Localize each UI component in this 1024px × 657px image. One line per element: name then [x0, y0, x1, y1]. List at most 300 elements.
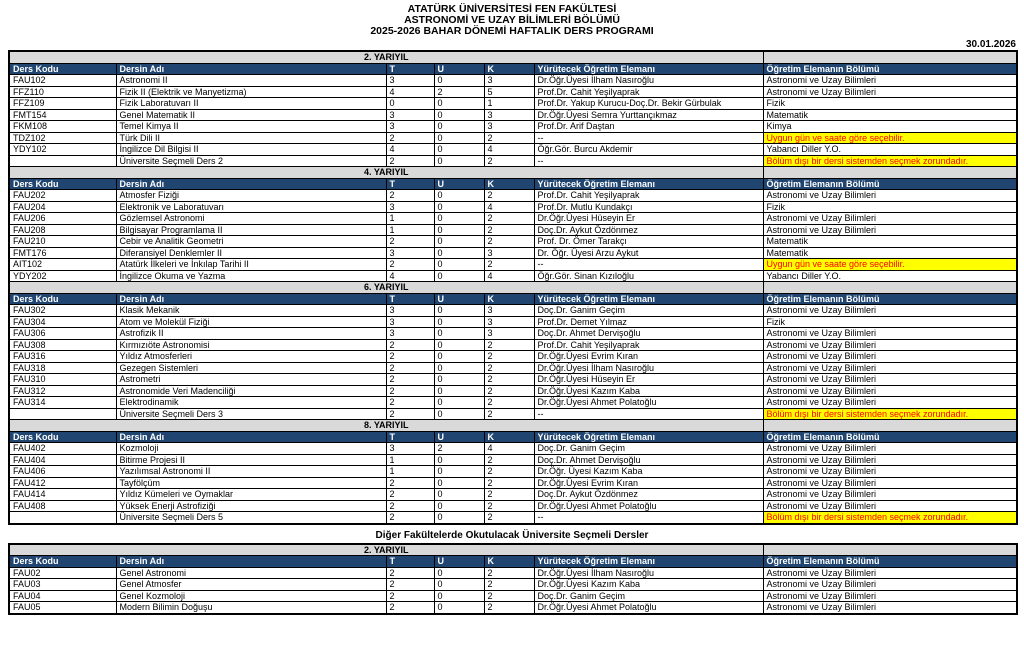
- course-row: [9, 86, 1017, 98]
- semester-band-row: [9, 51, 1017, 63]
- t-credit-cell: 2: [386, 602, 434, 614]
- course-name-cell: Üniversite Seçmeli Ders 3: [116, 408, 386, 420]
- document-title: [0, 4, 1024, 37]
- course-name-cell: Bilgisayar Programlama II: [116, 224, 386, 236]
- u-credit-cell: 0: [434, 339, 484, 351]
- department-cell: Astronomi ve Uzay Bilimleri: [763, 500, 1017, 512]
- column-header-row: [9, 63, 1017, 75]
- course-name-cell: Yıldız Kümeleri ve Oymaklar: [116, 489, 386, 501]
- column-header-t: T: [386, 178, 434, 190]
- department-cell: Matematik: [763, 236, 1017, 248]
- course-code-cell: FMT176: [9, 247, 116, 259]
- course-code-cell: FAU05: [9, 602, 116, 614]
- department-cell: Astronomi ve Uzay Bilimleri: [763, 489, 1017, 501]
- course-name-cell: Astrometri: [116, 374, 386, 386]
- course-row: [9, 224, 1017, 236]
- k-credit-cell: 2: [484, 259, 534, 271]
- u-credit-cell: 0: [434, 121, 484, 133]
- u-credit-cell: 0: [434, 259, 484, 271]
- department-cell: Astronomi ve Uzay Bilimleri: [763, 86, 1017, 98]
- column-header-t: T: [386, 293, 434, 305]
- column-header-name: Dersin Adı: [116, 556, 386, 568]
- course-row: [9, 328, 1017, 340]
- department-cell: Astronomi ve Uzay Bilimleri: [763, 567, 1017, 579]
- column-header-department: Öğretim Elemanın Bölümü: [763, 178, 1017, 190]
- department-cell: Astronomi ve Uzay Bilimleri: [763, 224, 1017, 236]
- semester-band-row: [9, 167, 1017, 179]
- course-name-cell: Klasik Mekanik: [116, 305, 386, 317]
- semester-band-label: 6. YARIYIL: [9, 282, 763, 294]
- u-credit-cell: 0: [434, 579, 484, 591]
- u-credit-cell: 0: [434, 236, 484, 248]
- semester-band-row: [9, 420, 1017, 432]
- department-cell: Astronomi ve Uzay Bilimleri: [763, 213, 1017, 225]
- instructor-cell: Doç.Dr. Ahmet Dervişoğlu: [534, 328, 763, 340]
- k-credit-cell: 3: [484, 247, 534, 259]
- semester-band-spacer: [763, 544, 1017, 556]
- course-name-cell: Astrofizik II: [116, 328, 386, 340]
- department-cell: Bölüm dışı bir dersi sistemden seçmek zorundadır.: [763, 155, 1017, 167]
- column-header-k: K: [484, 431, 534, 443]
- course-name-cell: İngilizce Okuma ve Yazma: [116, 270, 386, 282]
- department-cell: Fizik: [763, 201, 1017, 213]
- main-schedule-table: [8, 50, 1018, 525]
- course-code-cell: FAU204: [9, 201, 116, 213]
- k-credit-cell: 2: [484, 512, 534, 524]
- course-code-cell: FFZ109: [9, 98, 116, 110]
- course-row: [9, 109, 1017, 121]
- k-credit-cell: 2: [484, 466, 534, 478]
- instructor-cell: Dr.Öğr.Üyesi Kazım Kaba: [534, 385, 763, 397]
- course-row: [9, 443, 1017, 455]
- course-name-cell: Bitirme Projesi II: [116, 454, 386, 466]
- course-row: [9, 155, 1017, 167]
- k-credit-cell: 2: [484, 236, 534, 248]
- course-code-cell: FAU316: [9, 351, 116, 363]
- course-code-cell: FAU414: [9, 489, 116, 501]
- u-credit-cell: 0: [434, 489, 484, 501]
- course-name-cell: Kırmızıöte Astronomisi: [116, 339, 386, 351]
- column-header-department: Öğretim Elemanın Bölümü: [763, 63, 1017, 75]
- course-row: [9, 489, 1017, 501]
- instructor-cell: --: [534, 512, 763, 524]
- course-name-cell: Atmosfer Fiziği: [116, 190, 386, 202]
- t-credit-cell: 2: [386, 236, 434, 248]
- u-credit-cell: 0: [434, 98, 484, 110]
- course-code-cell: FAU208: [9, 224, 116, 236]
- k-credit-cell: 2: [484, 602, 534, 614]
- t-credit-cell: 2: [386, 155, 434, 167]
- course-row: [9, 305, 1017, 317]
- course-name-cell: Astronomi II: [116, 75, 386, 87]
- department-cell: Fizik: [763, 316, 1017, 328]
- department-cell: Astronomi ve Uzay Bilimleri: [763, 362, 1017, 374]
- instructor-cell: Dr.Öğr.Üyesi İlham Nasıroğlu: [534, 75, 763, 87]
- course-name-cell: Tayfölçüm: [116, 477, 386, 489]
- instructor-cell: Dr.Öğr.Üyesi Hüseyin Er: [534, 213, 763, 225]
- k-credit-cell: 4: [484, 201, 534, 213]
- course-name-cell: Astronomide Veri Madenciliği: [116, 385, 386, 397]
- course-code-cell: FFZ110: [9, 86, 116, 98]
- u-credit-cell: 0: [434, 247, 484, 259]
- column-header-row: [9, 178, 1017, 190]
- column-header-u: U: [434, 431, 484, 443]
- column-header-k: K: [484, 293, 534, 305]
- instructor-cell: Prof.Dr. Demet Yılmaz: [534, 316, 763, 328]
- t-credit-cell: 2: [386, 385, 434, 397]
- instructor-cell: Doç.Dr. Aykut Özdönmez: [534, 489, 763, 501]
- course-name-cell: Üniversite Seçmeli Ders 2: [116, 155, 386, 167]
- course-row: [9, 236, 1017, 248]
- course-name-cell: Yıldız Atmosferleri: [116, 351, 386, 363]
- k-credit-cell: 2: [484, 213, 534, 225]
- course-row: [9, 362, 1017, 374]
- t-credit-cell: 2: [386, 362, 434, 374]
- k-credit-cell: 2: [484, 579, 534, 591]
- course-code-cell: FAU412: [9, 477, 116, 489]
- u-credit-cell: 0: [434, 408, 484, 420]
- column-header-code: Ders Kodu: [9, 556, 116, 568]
- k-credit-cell: 1: [484, 98, 534, 110]
- course-row: [9, 98, 1017, 110]
- column-header-t: T: [386, 556, 434, 568]
- u-credit-cell: 0: [434, 270, 484, 282]
- k-credit-cell: 3: [484, 109, 534, 121]
- instructor-cell: Dr. Öğr. Üyesi Arzu Aykut: [534, 247, 763, 259]
- u-credit-cell: 0: [434, 305, 484, 317]
- course-code-cell: TDZ102: [9, 132, 116, 144]
- instructor-cell: --: [534, 408, 763, 420]
- u-credit-cell: 0: [434, 155, 484, 167]
- course-row: [9, 466, 1017, 478]
- semester-band-label: 2. YARIYIL: [9, 51, 763, 63]
- elective-courses-table: [8, 543, 1018, 615]
- department-cell: Bölüm dışı bir dersi sistemden seçmek zorundadır.: [763, 512, 1017, 524]
- instructor-cell: Prof.Dr. Cahit Yeşilyaprak: [534, 339, 763, 351]
- title-line-university: ATATÜRK ÜNİVERSİTESİ FEN FAKÜLTESİ: [407, 3, 617, 15]
- instructor-cell: --: [534, 132, 763, 144]
- k-credit-cell: 2: [484, 477, 534, 489]
- k-credit-cell: 2: [484, 155, 534, 167]
- course-code-cell: FAU312: [9, 385, 116, 397]
- column-header-row: [9, 293, 1017, 305]
- course-code-cell: FAU310: [9, 374, 116, 386]
- t-credit-cell: 2: [386, 408, 434, 420]
- column-header-row: [9, 556, 1017, 568]
- k-credit-cell: 3: [484, 305, 534, 317]
- column-header-name: Dersin Adı: [116, 178, 386, 190]
- u-credit-cell: 0: [434, 201, 484, 213]
- u-credit-cell: 0: [434, 374, 484, 386]
- column-header-department: Öğretim Elemanın Bölümü: [763, 556, 1017, 568]
- u-credit-cell: 0: [434, 590, 484, 602]
- k-credit-cell: 3: [484, 75, 534, 87]
- course-name-cell: İngilizce Dil Bilgisi II: [116, 144, 386, 156]
- course-name-cell: Gezegen Sistemleri: [116, 362, 386, 374]
- column-header-u: U: [434, 293, 484, 305]
- instructor-cell: Dr.Öğr.Üyesi Evrim Kıran: [534, 477, 763, 489]
- course-code-cell: [9, 408, 116, 420]
- u-credit-cell: 0: [434, 500, 484, 512]
- instructor-cell: --: [534, 259, 763, 271]
- instructor-cell: Dr.Öğr.Üyesi Kazım Kaba: [534, 579, 763, 591]
- t-credit-cell: 3: [386, 109, 434, 121]
- column-header-instructor: Yürütecek Öğretim Elemanı: [534, 293, 763, 305]
- document-date: 30.01.2026: [965, 39, 1016, 50]
- t-credit-cell: 4: [386, 270, 434, 282]
- course-code-cell: FAU210: [9, 236, 116, 248]
- instructor-cell: Prof.Dr. Arif Daştan: [534, 121, 763, 133]
- department-cell: Astronomi ve Uzay Bilimleri: [763, 443, 1017, 455]
- title-line-department: ASTRONOMİ VE UZAY BİLİMLERİ BÖLÜMÜ: [404, 14, 620, 26]
- course-row: [9, 567, 1017, 579]
- department-cell: Astronomi ve Uzay Bilimleri: [763, 75, 1017, 87]
- u-credit-cell: 0: [434, 351, 484, 363]
- semester-band-label: 8. YARIYIL: [9, 420, 763, 432]
- course-row: [9, 144, 1017, 156]
- department-cell: Astronomi ve Uzay Bilimleri: [763, 328, 1017, 340]
- k-credit-cell: 4: [484, 144, 534, 156]
- department-cell: Astronomi ve Uzay Bilimleri: [763, 385, 1017, 397]
- u-credit-cell: 0: [434, 144, 484, 156]
- column-header-k: K: [484, 63, 534, 75]
- course-row: [9, 190, 1017, 202]
- department-cell: Fizik: [763, 98, 1017, 110]
- t-credit-cell: 2: [386, 512, 434, 524]
- column-header-name: Dersin Adı: [116, 63, 386, 75]
- instructor-cell: Dr.Öğr.Üyesi İlham Nasıroğlu: [534, 362, 763, 374]
- t-credit-cell: 2: [386, 489, 434, 501]
- course-code-cell: FAU406: [9, 466, 116, 478]
- instructor-cell: Prof. Dr. Ömer Tarakçı: [534, 236, 763, 248]
- course-code-cell: FAU404: [9, 454, 116, 466]
- t-credit-cell: 1: [386, 213, 434, 225]
- k-credit-cell: 2: [484, 190, 534, 202]
- course-name-cell: Fizik II (Elektrik ve Manyetizma): [116, 86, 386, 98]
- course-row: [9, 397, 1017, 409]
- t-credit-cell: 3: [386, 75, 434, 87]
- course-code-cell: FAU206: [9, 213, 116, 225]
- t-credit-cell: 3: [386, 443, 434, 455]
- k-credit-cell: 2: [484, 132, 534, 144]
- t-credit-cell: 3: [386, 247, 434, 259]
- department-cell: Astronomi ve Uzay Bilimleri: [763, 374, 1017, 386]
- course-code-cell: FAU306: [9, 328, 116, 340]
- course-code-cell: FKM108: [9, 121, 116, 133]
- t-credit-cell: 0: [386, 98, 434, 110]
- u-credit-cell: 2: [434, 86, 484, 98]
- k-credit-cell: 5: [484, 86, 534, 98]
- semester-band-spacer: [763, 51, 1017, 63]
- k-credit-cell: 2: [484, 385, 534, 397]
- elective-courses-heading: Diğer Fakültelerde Okutulacak Üniversite Seçmeli Dersler: [375, 529, 649, 541]
- instructor-cell: Öğr.Gör. Sinan Kızıloğlu: [534, 270, 763, 282]
- department-cell: Astronomi ve Uzay Bilimleri: [763, 190, 1017, 202]
- t-credit-cell: 3: [386, 201, 434, 213]
- k-credit-cell: 2: [484, 224, 534, 236]
- course-row: [9, 270, 1017, 282]
- course-name-cell: Diferansiyel Denklemler II: [116, 247, 386, 259]
- k-credit-cell: 3: [484, 316, 534, 328]
- t-credit-cell: 4: [386, 144, 434, 156]
- department-cell: Astronomi ve Uzay Bilimleri: [763, 305, 1017, 317]
- course-row: [9, 351, 1017, 363]
- course-row: [9, 201, 1017, 213]
- t-credit-cell: 2: [386, 477, 434, 489]
- t-credit-cell: 2: [386, 567, 434, 579]
- k-credit-cell: 2: [484, 590, 534, 602]
- course-row: [9, 339, 1017, 351]
- column-header-department: Öğretim Elemanın Bölümü: [763, 293, 1017, 305]
- t-credit-cell: 2: [386, 397, 434, 409]
- course-row: [9, 259, 1017, 271]
- course-name-cell: Genel Astronomi: [116, 567, 386, 579]
- u-credit-cell: 0: [434, 454, 484, 466]
- instructor-cell: Dr.Öğr.Üyesi Semra Yurttançıkmaz: [534, 109, 763, 121]
- instructor-cell: Doç.Dr. Ganim Geçim: [534, 443, 763, 455]
- department-cell: Astronomi ve Uzay Bilimleri: [763, 579, 1017, 591]
- instructor-cell: Öğr.Gör. Burcu Akdemir: [534, 144, 763, 156]
- semester-band-spacer: [763, 282, 1017, 294]
- instructor-cell: Dr.Öğr.Üyesi Ahmet Polatoğlu: [534, 500, 763, 512]
- t-credit-cell: 1: [386, 454, 434, 466]
- semester-band-spacer: [763, 167, 1017, 179]
- course-row: [9, 602, 1017, 614]
- course-row: [9, 247, 1017, 259]
- instructor-cell: Dr.Öğr.Üyesi Evrim Kıran: [534, 351, 763, 363]
- column-header-code: Ders Kodu: [9, 293, 116, 305]
- course-name-cell: Fizik Laboratuvarı II: [116, 98, 386, 110]
- column-header-code: Ders Kodu: [9, 431, 116, 443]
- department-cell: Matematik: [763, 247, 1017, 259]
- course-code-cell: FAU314: [9, 397, 116, 409]
- semester-band-label: 4. YARIYIL: [9, 167, 763, 179]
- department-cell: Uygun gün ve saate göre seçebilir.: [763, 132, 1017, 144]
- department-cell: Kimya: [763, 121, 1017, 133]
- column-header-instructor: Yürütecek Öğretim Elemanı: [534, 178, 763, 190]
- column-header-name: Dersin Adı: [116, 431, 386, 443]
- column-header-t: T: [386, 431, 434, 443]
- department-cell: Yabancı Diller Y.O.: [763, 144, 1017, 156]
- column-header-code: Ders Kodu: [9, 63, 116, 75]
- t-credit-cell: 2: [386, 351, 434, 363]
- column-header-name: Dersin Adı: [116, 293, 386, 305]
- t-credit-cell: 2: [386, 190, 434, 202]
- u-credit-cell: 2: [434, 443, 484, 455]
- course-name-cell: Elektrodinamik: [116, 397, 386, 409]
- u-credit-cell: 0: [434, 109, 484, 121]
- k-credit-cell: 2: [484, 454, 534, 466]
- instructor-cell: Dr.Öğr.Üyesi Ahmet Polatoğlu: [534, 397, 763, 409]
- course-code-cell: FAU04: [9, 590, 116, 602]
- department-cell: Astronomi ve Uzay Bilimleri: [763, 602, 1017, 614]
- column-header-t: T: [386, 63, 434, 75]
- course-row: [9, 385, 1017, 397]
- course-row: [9, 213, 1017, 225]
- semester-band-row: [9, 282, 1017, 294]
- department-cell: Yabancı Diller Y.O.: [763, 270, 1017, 282]
- course-row: [9, 590, 1017, 602]
- course-row: [9, 477, 1017, 489]
- course-code-cell: FAU318: [9, 362, 116, 374]
- column-header-instructor: Yürütecek Öğretim Elemanı: [534, 431, 763, 443]
- course-code-cell: FAU03: [9, 579, 116, 591]
- t-credit-cell: 1: [386, 224, 434, 236]
- k-credit-cell: 2: [484, 567, 534, 579]
- department-cell: Astronomi ve Uzay Bilimleri: [763, 477, 1017, 489]
- department-cell: Astronomi ve Uzay Bilimleri: [763, 454, 1017, 466]
- k-credit-cell: 4: [484, 270, 534, 282]
- instructor-cell: Dr.Öğr.Üyesi Ahmet Polatoğlu: [534, 602, 763, 614]
- course-code-cell: FAU408: [9, 500, 116, 512]
- t-credit-cell: 3: [386, 305, 434, 317]
- course-name-cell: Türk Dili II: [116, 132, 386, 144]
- course-name-cell: Genel Atmosfer: [116, 579, 386, 591]
- k-credit-cell: 2: [484, 500, 534, 512]
- u-credit-cell: 0: [434, 316, 484, 328]
- instructor-cell: Dr.Öğr. Üyesi Kazım Kaba: [534, 466, 763, 478]
- column-header-row: [9, 431, 1017, 443]
- column-header-department: Öğretim Elemanın Bölümü: [763, 431, 1017, 443]
- column-header-k: K: [484, 178, 534, 190]
- column-header-u: U: [434, 178, 484, 190]
- course-name-cell: Yüksek Enerji Astrofiziği: [116, 500, 386, 512]
- course-name-cell: Atom ve Molekül Fiziği: [116, 316, 386, 328]
- course-code-cell: FAU302: [9, 305, 116, 317]
- course-code-cell: FAU402: [9, 443, 116, 455]
- instructor-cell: Doç.Dr. Ganim Geçim: [534, 305, 763, 317]
- course-row: [9, 500, 1017, 512]
- t-credit-cell: 1: [386, 466, 434, 478]
- semester-band-row: [9, 544, 1017, 556]
- department-cell: Astronomi ve Uzay Bilimleri: [763, 351, 1017, 363]
- course-name-cell: Temel Kimya II: [116, 121, 386, 133]
- course-code-cell: [9, 512, 116, 524]
- course-code-cell: [9, 155, 116, 167]
- u-credit-cell: 0: [434, 362, 484, 374]
- department-cell: Astronomi ve Uzay Bilimleri: [763, 466, 1017, 478]
- course-code-cell: FAU304: [9, 316, 116, 328]
- u-credit-cell: 0: [434, 477, 484, 489]
- course-name-cell: Elektronik ve Laboratuvarı: [116, 201, 386, 213]
- k-credit-cell: 2: [484, 362, 534, 374]
- u-credit-cell: 0: [434, 328, 484, 340]
- course-name-cell: Gözlemsel Astronomi: [116, 213, 386, 225]
- instructor-cell: Dr.Öğr.Üyesi Hüseyin Er: [534, 374, 763, 386]
- instructor-cell: --: [534, 155, 763, 167]
- department-cell: Uygun gün ve saate göre seçebilir.: [763, 259, 1017, 271]
- instructor-cell: Prof.Dr. Cahit Yeşilyaprak: [534, 86, 763, 98]
- department-cell: Bölüm dışı bir dersi sistemden seçmek zorundadır.: [763, 408, 1017, 420]
- department-cell: Astronomi ve Uzay Bilimleri: [763, 397, 1017, 409]
- u-credit-cell: 0: [434, 224, 484, 236]
- k-credit-cell: 2: [484, 339, 534, 351]
- k-credit-cell: 3: [484, 328, 534, 340]
- department-cell: Matematik: [763, 109, 1017, 121]
- u-credit-cell: 0: [434, 567, 484, 579]
- course-row: [9, 579, 1017, 591]
- t-credit-cell: 2: [386, 590, 434, 602]
- k-credit-cell: 2: [484, 351, 534, 363]
- course-name-cell: Genel Matematik II: [116, 109, 386, 121]
- k-credit-cell: 2: [484, 374, 534, 386]
- course-name-cell: Cebir ve Analitik Geometri: [116, 236, 386, 248]
- course-code-cell: FAU202: [9, 190, 116, 202]
- course-code-cell: FAU102: [9, 75, 116, 87]
- instructor-cell: Dr.Öğr.Üyesi İlham Nasıroğlu: [534, 567, 763, 579]
- u-credit-cell: 0: [434, 397, 484, 409]
- course-code-cell: FAU02: [9, 567, 116, 579]
